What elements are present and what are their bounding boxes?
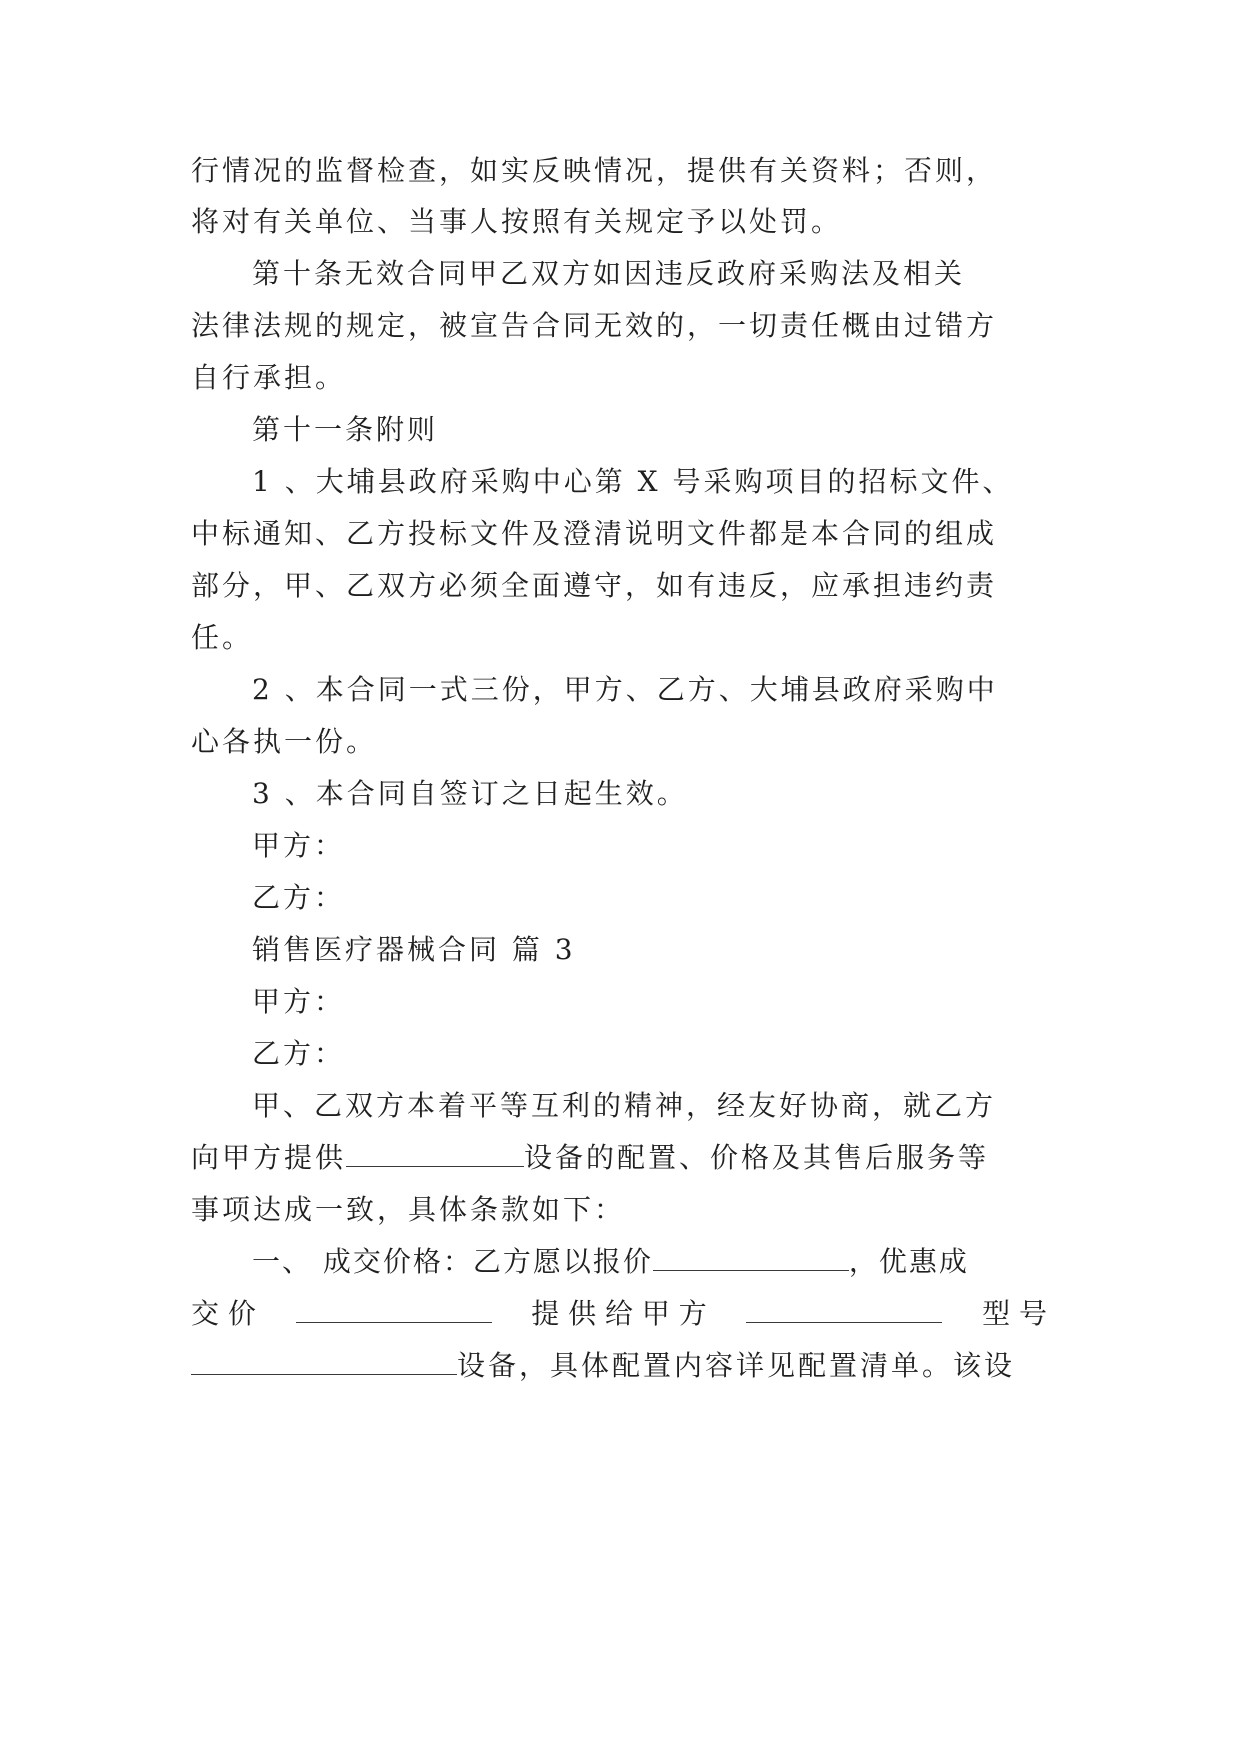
clause-3: 3 、本合同自签订之日起生效。 (252, 777, 688, 810)
text-segment: 设备的配置、价格及其售后服务等 (524, 1141, 990, 1174)
text-segment: 向甲方提供 (191, 1141, 347, 1174)
text-line (191, 1346, 1015, 1386)
text-line (191, 1294, 1047, 1334)
equipment-blank (346, 1138, 524, 1167)
text-line: 法律法规的规定，被宣告合同无效的，一切责任概由过错方 (191, 309, 998, 342)
party-a-label: 甲方： (252, 985, 346, 1018)
text-segment: 交 价 (191, 1297, 256, 1330)
text-line: 任。 (191, 621, 254, 654)
text-line: 部分，甲、乙双方必须全面遵守，如有违反，应承担违约责 (191, 569, 998, 602)
text-line: 中标通知、乙方投标文件及澄清说明文件都是本合同的组成 (191, 517, 998, 550)
text-line: 自行承担。 (191, 361, 347, 394)
text-segment: 提 供 给 甲 方 (531, 1297, 707, 1330)
text-line (191, 1138, 989, 1178)
clause-2: 2 、本合同一式三份，甲方、乙方、大埔县政府采购中 (252, 673, 998, 706)
brand-blank (746, 1294, 942, 1323)
model-blank (191, 1346, 457, 1375)
party-b-label: 乙方： (252, 1037, 346, 1070)
text-line: 将对有关单位、当事人按照有关规定予以处罚。 (191, 205, 843, 238)
intro-paragraph: 甲、乙双方本着平等互利的精神，经友好协商，就乙方 (252, 1089, 997, 1122)
party-a-label: 甲方： (252, 829, 346, 862)
text-segment: ，优惠成 (848, 1245, 969, 1278)
text-line: 心各执一份。 (191, 725, 378, 758)
text-segment: 一、 成交价格：乙方愿以报价 (252, 1245, 653, 1278)
text-line: 事项达成一致，具体条款如下： (191, 1193, 626, 1226)
section-title: 销售医疗器械合同 篇 3 (252, 933, 576, 966)
article-11-heading: 第十一条附则 (252, 413, 439, 446)
deal-price-blank (296, 1294, 492, 1323)
text-segment: 型 号 (982, 1297, 1047, 1330)
text-line: 行情况的监督检查，如实反映情况，提供有关资料；否则， (191, 154, 998, 187)
price-clause (252, 1242, 969, 1282)
clause-1: 1 、大埔县政府采购中心第 X 号采购项目的招标文件、 (252, 465, 1014, 498)
text-segment: 设备，具体配置内容详见配置清单。该设 (457, 1349, 1016, 1382)
party-b-label: 乙方： (252, 881, 346, 914)
article-10-heading: 第十条无效合同甲乙双方如因违反政府采购法及相关 (252, 257, 966, 290)
quote-price-blank (653, 1242, 849, 1271)
